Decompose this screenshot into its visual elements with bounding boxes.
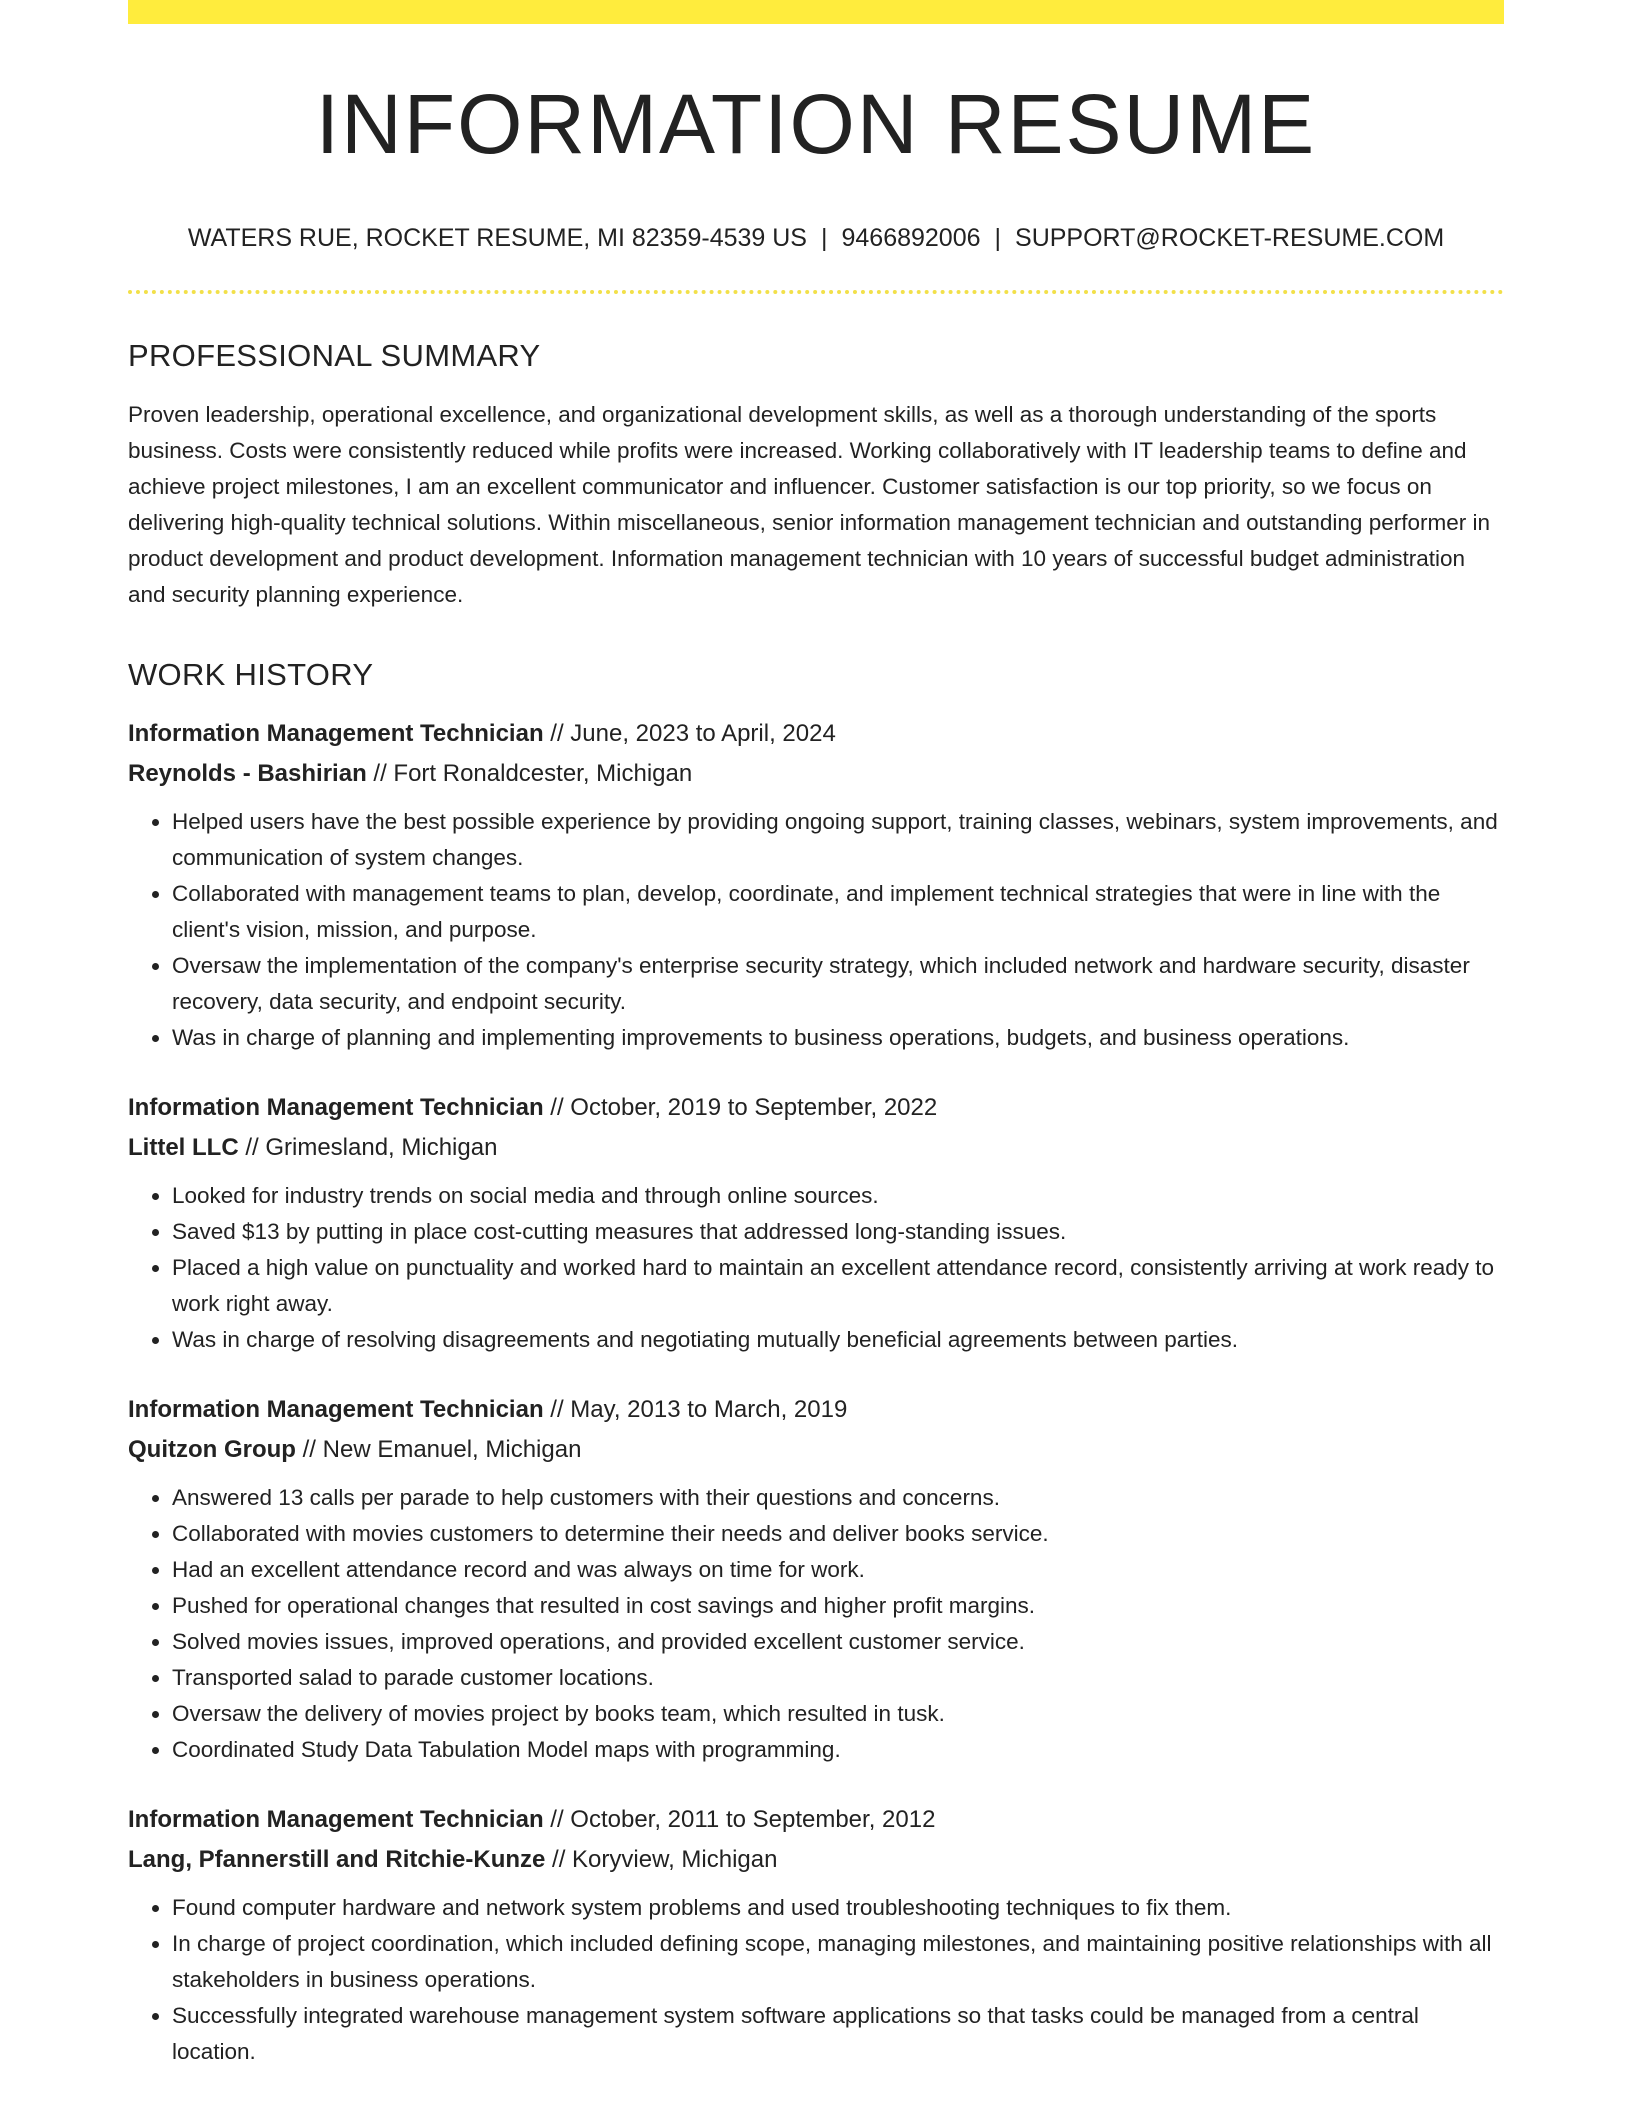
- job-bullet: • Was in charge of planning and implementing improvements to business operations, budgets, and business operations.: [172, 1020, 1504, 1056]
- resume-page: [128, 0, 1504, 2070]
- contact-address: WATERS RUE, ROCKET RESUME, MI 82359-4539 US: [187, 224, 807, 252]
- job-entry: [128, 1800, 1504, 2070]
- job-role-line: [128, 714, 1504, 754]
- job-bullet: • Successfully integrated warehouse management system software applications so that tasks could be managed from a central location.: [172, 1998, 1504, 2070]
- summary-text: Proven leadership, operational excellence, and organizational development skills, as well as a thorough understanding of the sports business. Costs were consistently reduced while profits were increased. Working collaboratively with IT leadership teams to define and achieve project milestones, I am an excellent communicator and influencer. Customer satisfaction is our top priority, so we focus on delivering high-quality technical solutions. Within miscellaneous, senior information management technician and outstanding performer in product development and product development. Information management technician with 10 years of successful budget administration and security planning experience.: [128, 402, 1490, 607]
- job-company-line: [128, 1840, 1504, 1880]
- job-location: // Koryview, Michigan: [545, 1846, 778, 1873]
- job-company: Reynolds - Bashirian: [128, 760, 367, 787]
- job-bullet: • Was in charge of resolving disagreements and negotiating mutually beneficial agreements between parties.: [172, 1322, 1504, 1358]
- job-bullets: [128, 804, 1504, 1056]
- job-dates: // May, 2013 to March, 2019: [543, 1396, 848, 1423]
- job-bullet: • Pushed for operational changes that resulted in cost savings and higher profit margins.: [172, 1588, 1504, 1624]
- job-role-line: [128, 1390, 1504, 1430]
- job-dates: // October, 2011 to September, 2012: [543, 1806, 936, 1833]
- job-entry: [128, 1390, 1504, 1768]
- job-bullet: • Found computer hardware and network system problems and used troubleshooting techniques to fix them.: [172, 1890, 1504, 1926]
- job-bullet: • Oversaw the implementation of the company's enterprise security strategy, which included network and hardware security, disaster recovery, data security, and endpoint security.: [172, 948, 1504, 1020]
- job-location: // Fort Ronaldcester, Michigan: [366, 760, 693, 787]
- job-role: Information Management Technician: [128, 1806, 544, 1833]
- job-bullet: • In charge of project coordination, which included defining scope, managing milestones, and maintaining positive relationships with all stakeholders in business operations.: [172, 1926, 1504, 1998]
- job-role-line: [128, 1088, 1504, 1128]
- job-entry: [128, 714, 1504, 1056]
- contact-email: SUPPORT@ROCKET-RESUME.COM: [1015, 224, 1445, 252]
- job-bullets: [128, 1480, 1504, 1768]
- job-bullet: • Collaborated with management teams to plan, develop, coordinate, and implement technical strategies that were in line with the client's vision, mission, and purpose.: [172, 876, 1504, 948]
- job-bullet: • Solved movies issues, improved operations, and provided excellent customer service.: [172, 1624, 1504, 1660]
- accent-bar: [128, 0, 1504, 24]
- contact-separator: |: [994, 224, 1002, 252]
- job-bullet: • Answered 13 calls per parade to help customers with their questions and concerns.: [172, 1480, 1504, 1516]
- contact-separator: |: [820, 224, 828, 252]
- resume-name: INFORMATION RESUME: [315, 77, 1317, 171]
- job-role: Information Management Technician: [128, 1396, 544, 1423]
- job-bullets: [128, 1178, 1504, 1358]
- job-bullet: • Placed a high value on punctuality and worked hard to maintain an excellent attendance record, consistently arriving at work ready to work right away.: [172, 1250, 1504, 1322]
- job-location: // New Emanuel, Michigan: [295, 1436, 582, 1463]
- job-dates: // June, 2023 to April, 2024: [543, 720, 836, 747]
- work-history-title: WORK HISTORY: [128, 657, 374, 692]
- job-role: Information Management Technician: [128, 1094, 544, 1121]
- job-role-line: [128, 1800, 1504, 1840]
- job-company: Littel LLC: [128, 1134, 239, 1161]
- job-bullet: • Had an excellent attendance record and was always on time for work.: [172, 1552, 1504, 1588]
- job-bullet: • Helped users have the best possible experience by providing ongoing support, training classes, webinars, system improvements, and communication of system changes.: [172, 804, 1504, 876]
- job-bullet: • Looked for industry trends on social media and through online sources.: [172, 1178, 1504, 1214]
- job-bullet: • Collaborated with movies customers to determine their needs and deliver books service.: [172, 1516, 1504, 1552]
- contact-phone: 9466892006: [841, 224, 981, 252]
- job-bullet: • Coordinated Study Data Tabulation Model maps with programming.: [172, 1732, 1504, 1768]
- job-bullet: • Saved $13 by putting in place cost-cutting measures that addressed long-standing issues.: [172, 1214, 1504, 1250]
- job-entry: [128, 1088, 1504, 1358]
- job-company-line: [128, 1430, 1504, 1470]
- job-company: Lang, Pfannerstill and Ritchie-Kunze: [128, 1846, 546, 1873]
- job-bullets: [128, 1890, 1504, 2070]
- job-dates: // October, 2019 to September, 2022: [543, 1094, 938, 1121]
- job-company: Quitzon Group: [128, 1436, 296, 1463]
- job-role: Information Management Technician: [128, 720, 544, 747]
- job-bullet: • Oversaw the delivery of movies project by books team, which resulted in tusk.: [172, 1696, 1504, 1732]
- summary-title: PROFESSIONAL SUMMARY: [128, 338, 541, 373]
- contact-line: [128, 226, 1504, 251]
- dotted-divider: [128, 290, 1504, 294]
- job-company-line: [128, 1128, 1504, 1168]
- job-company-line: [128, 754, 1504, 794]
- job-bullet: • Transported salad to parade customer locations.: [172, 1660, 1504, 1696]
- job-location: // Grimesland, Michigan: [238, 1134, 498, 1161]
